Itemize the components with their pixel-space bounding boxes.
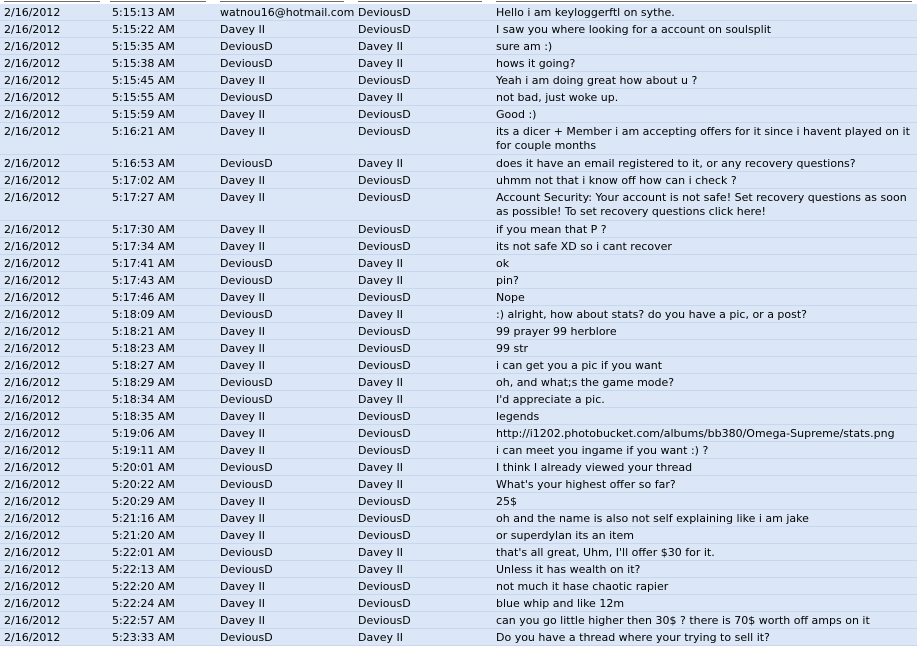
recipient-cell: DeviousD: [358, 240, 411, 253]
time-cell: 5:20:01 AM: [112, 461, 175, 474]
date-cell: 2/16/2012: [4, 40, 61, 53]
message-cell: I'd appreciate a pic.: [496, 393, 605, 406]
sender-cell: Davey II: [220, 444, 265, 457]
time-cell: 5:22:20 AM: [112, 580, 175, 593]
message-cell: http://i1202.photobucket.com/albums/bb380/Omega-Supreme/stats.png: [496, 427, 895, 440]
table-row[interactable]: [0, 238, 917, 255]
table-row[interactable]: [0, 374, 917, 391]
sender-cell: Davey II: [220, 74, 265, 87]
table-row[interactable]: [0, 55, 917, 72]
table-row[interactable]: [0, 629, 917, 646]
recipient-cell: Davey II: [358, 461, 403, 474]
recipient-cell: Davey II: [358, 40, 403, 53]
date-cell: 2/16/2012: [4, 410, 61, 423]
sender-cell: DeviousD: [220, 563, 273, 576]
recipient-cell: DeviousD: [358, 325, 411, 338]
message-cell: What's your highest offer so far?: [496, 478, 676, 491]
time-cell: 5:21:16 AM: [112, 512, 175, 525]
table-row[interactable]: [0, 408, 917, 425]
sender-cell: Davey II: [220, 512, 265, 525]
date-cell: 2/16/2012: [4, 191, 61, 204]
table-row[interactable]: [0, 272, 917, 289]
recipient-cell: Davey II: [358, 376, 403, 389]
time-cell: 5:15:35 AM: [112, 40, 175, 53]
recipient-cell: Davey II: [358, 308, 403, 321]
table-row[interactable]: [0, 289, 917, 306]
table-row[interactable]: [0, 123, 917, 155]
date-cell: 2/16/2012: [4, 546, 61, 559]
table-row[interactable]: [0, 476, 917, 493]
message-cell: I think I already viewed your thread: [496, 461, 693, 474]
sender-cell: Davey II: [220, 191, 265, 204]
sender-cell: DeviousD: [220, 157, 273, 170]
time-cell: 5:23:33 AM: [112, 631, 175, 644]
recipient-cell: DeviousD: [358, 427, 411, 440]
recipient-cell: DeviousD: [358, 512, 411, 525]
table-row[interactable]: [0, 189, 917, 221]
time-cell: 5:17:30 AM: [112, 223, 175, 236]
table-row[interactable]: [0, 255, 917, 272]
message-cell: can you go little higher then 30$ ? there is 70$ worth off amps on it: [496, 614, 870, 627]
table-row[interactable]: [0, 221, 917, 238]
table-row[interactable]: [0, 561, 917, 578]
table-row[interactable]: [0, 89, 917, 106]
sender-cell: Davey II: [220, 597, 265, 610]
time-cell: 5:19:06 AM: [112, 427, 175, 440]
time-cell: 5:15:38 AM: [112, 57, 175, 70]
message-cell: 99 str: [496, 342, 529, 355]
table-row[interactable]: [0, 38, 917, 55]
message-cell: legends: [496, 410, 540, 423]
sender-cell: Davey II: [220, 427, 265, 440]
recipient-cell: DeviousD: [358, 108, 411, 121]
table-row[interactable]: [0, 578, 917, 595]
table-row[interactable]: [0, 459, 917, 476]
table-row[interactable]: [0, 340, 917, 357]
date-cell: 2/16/2012: [4, 6, 61, 19]
message-cell: i can meet you ingame if you want :) ?: [496, 444, 709, 457]
recipient-cell: DeviousD: [358, 495, 411, 508]
time-cell: 5:18:23 AM: [112, 342, 175, 355]
date-cell: 2/16/2012: [4, 23, 61, 36]
time-cell: 5:20:22 AM: [112, 478, 175, 491]
time-cell: 5:18:29 AM: [112, 376, 175, 389]
recipient-cell: DeviousD: [358, 529, 411, 542]
time-column-divider: [110, 1, 206, 2]
message-cell: 99 prayer 99 herblore: [496, 325, 617, 338]
date-cell: 2/16/2012: [4, 631, 61, 644]
recipient-cell: Davey II: [358, 257, 403, 270]
to-column-divider: [358, 1, 482, 2]
recipient-cell: DeviousD: [358, 410, 411, 423]
date-cell: 2/16/2012: [4, 359, 61, 372]
date-cell: 2/16/2012: [4, 444, 61, 457]
date-cell: 2/16/2012: [4, 342, 61, 355]
time-cell: 5:22:24 AM: [112, 597, 175, 610]
message-cell: Hello i am keyloggerftl on sythe.: [496, 6, 675, 19]
time-cell: 5:15:55 AM: [112, 91, 175, 104]
message-cell: pin?: [496, 274, 519, 287]
message-cell: i can get you a pic if you want: [496, 359, 663, 372]
message-cell: not bad, just woke up.: [496, 91, 619, 104]
sender-cell: Davey II: [220, 174, 265, 187]
from-column-divider: [220, 1, 344, 2]
date-cell: 2/16/2012: [4, 274, 61, 287]
message-cell: its not safe XD so i cant recover: [496, 240, 672, 253]
table-row[interactable]: [0, 391, 917, 408]
message-cell: :) alright, how about stats? do you have a pic, or a post?: [496, 308, 808, 321]
date-cell: 2/16/2012: [4, 325, 61, 338]
recipient-cell: DeviousD: [358, 291, 411, 304]
time-cell: 5:15:59 AM: [112, 108, 175, 121]
recipient-cell: Davey II: [358, 91, 403, 104]
time-cell: 5:20:29 AM: [112, 495, 175, 508]
message-cell: Good :): [496, 108, 537, 121]
time-cell: 5:16:21 AM: [112, 125, 175, 138]
date-cell: 2/16/2012: [4, 614, 61, 627]
table-row[interactable]: [0, 595, 917, 612]
date-cell: 2/16/2012: [4, 91, 61, 104]
time-cell: 5:18:09 AM: [112, 308, 175, 321]
message-cell: or superdylan its an item: [496, 529, 634, 542]
sender-cell: Davey II: [220, 342, 265, 355]
message-cell: hows it going?: [496, 57, 576, 70]
table-row[interactable]: [0, 155, 917, 172]
sender-cell: DeviousD: [220, 478, 273, 491]
message-cell: oh, and what;s the game mode?: [496, 376, 675, 389]
message-cell: sure am :): [496, 40, 553, 53]
recipient-cell: DeviousD: [358, 6, 411, 19]
message-cell: Unless it has wealth on it?: [496, 563, 641, 576]
message-rows: [0, 4, 917, 646]
date-cell: 2/16/2012: [4, 495, 61, 508]
sender-cell: DeviousD: [220, 546, 273, 559]
time-cell: 5:21:20 AM: [112, 529, 175, 542]
sender-cell: DeviousD: [220, 631, 273, 644]
column-header-strip: [0, 0, 917, 4]
message-cell: uhmm not that i know off how can i check ?: [496, 174, 737, 187]
sender-cell: DeviousD: [220, 393, 273, 406]
recipient-cell: DeviousD: [358, 614, 411, 627]
table-row[interactable]: [0, 106, 917, 123]
message-cell: that's all great, Uhm, I'll offer $30 for it.: [496, 546, 715, 559]
date-cell: 2/16/2012: [4, 291, 61, 304]
date-cell: 2/16/2012: [4, 157, 61, 170]
sender-cell: DeviousD: [220, 57, 273, 70]
sender-cell: watnou16@hotmail.com: [220, 6, 354, 19]
time-cell: 5:17:02 AM: [112, 174, 175, 187]
sender-cell: Davey II: [220, 614, 265, 627]
time-cell: 5:16:53 AM: [112, 157, 175, 170]
time-cell: 5:17:27 AM: [112, 191, 175, 204]
recipient-cell: Davey II: [358, 57, 403, 70]
message-cell: Nope: [496, 291, 525, 304]
sender-cell: Davey II: [220, 108, 265, 121]
sender-cell: Davey II: [220, 529, 265, 542]
recipient-cell: Davey II: [358, 563, 403, 576]
date-cell: 2/16/2012: [4, 478, 61, 491]
date-cell: 2/16/2012: [4, 580, 61, 593]
sender-cell: DeviousD: [220, 376, 273, 389]
recipient-cell: DeviousD: [358, 342, 411, 355]
recipient-cell: DeviousD: [358, 174, 411, 187]
table-row[interactable]: [0, 442, 917, 459]
message-cell: ok: [496, 257, 510, 270]
recipient-cell: Davey II: [358, 274, 403, 287]
date-cell: 2/16/2012: [4, 427, 61, 440]
time-cell: 5:17:46 AM: [112, 291, 175, 304]
recipient-cell: DeviousD: [358, 223, 411, 236]
sender-cell: Davey II: [220, 495, 265, 508]
message-cell: 25$: [496, 495, 517, 508]
message-cell: not much it hase chaotic rapier: [496, 580, 669, 593]
message-cell: I saw you where looking for a account on soulsplit: [496, 23, 772, 36]
time-cell: 5:22:57 AM: [112, 614, 175, 627]
date-cell: 2/16/2012: [4, 240, 61, 253]
date-cell: 2/16/2012: [4, 461, 61, 474]
date-cell: 2/16/2012: [4, 376, 61, 389]
date-cell: 2/16/2012: [4, 597, 61, 610]
time-cell: 5:18:34 AM: [112, 393, 175, 406]
table-row[interactable]: [0, 493, 917, 510]
message-cell: Account Security: Your account is not safe! Set recovery questions as soon as possible! To set recovery questions click here!: [496, 191, 907, 218]
message-cell: Yeah i am doing great how about u ?: [496, 74, 698, 87]
date-cell: 2/16/2012: [4, 223, 61, 236]
time-cell: 5:22:01 AM: [112, 546, 175, 559]
date-cell: 2/16/2012: [4, 308, 61, 321]
message-cell: does it have an email registered to it, or any recovery questions?: [496, 157, 856, 170]
recipient-cell: DeviousD: [358, 23, 411, 36]
sender-cell: DeviousD: [220, 91, 273, 104]
sender-cell: Davey II: [220, 410, 265, 423]
time-cell: 5:17:34 AM: [112, 240, 175, 253]
recipient-cell: Davey II: [358, 546, 403, 559]
message-cell: its a dicer + Member i am accepting offers for it since i havent played on it for couple months: [496, 125, 910, 152]
table-row[interactable]: [0, 612, 917, 629]
date-cell: 2/16/2012: [4, 529, 61, 542]
time-cell: 5:17:43 AM: [112, 274, 175, 287]
time-cell: 5:19:11 AM: [112, 444, 175, 457]
sender-cell: Davey II: [220, 240, 265, 253]
table-row[interactable]: [0, 527, 917, 544]
message-cell: Do you have a thread where your trying to sell it?: [496, 631, 770, 644]
date-cell: 2/16/2012: [4, 393, 61, 406]
message-cell: blue whip and like 12m: [496, 597, 625, 610]
sender-cell: DeviousD: [220, 257, 273, 270]
table-row[interactable]: [0, 357, 917, 374]
sender-cell: Davey II: [220, 359, 265, 372]
sender-cell: DeviousD: [220, 461, 273, 474]
sender-cell: DeviousD: [220, 40, 273, 53]
date-cell: 2/16/2012: [4, 125, 61, 138]
time-cell: 5:22:13 AM: [112, 563, 175, 576]
recipient-cell: DeviousD: [358, 74, 411, 87]
table-row[interactable]: [0, 72, 917, 89]
recipient-cell: Davey II: [358, 393, 403, 406]
table-row[interactable]: [0, 510, 917, 527]
sender-cell: Davey II: [220, 325, 265, 338]
sender-cell: Davey II: [220, 291, 265, 304]
date-column-divider: [4, 1, 100, 2]
sender-cell: Davey II: [220, 125, 265, 138]
message-cell: if you mean that P ?: [496, 223, 607, 236]
time-cell: 5:15:45 AM: [112, 74, 175, 87]
recipient-cell: Davey II: [358, 478, 403, 491]
recipient-cell: Davey II: [358, 157, 403, 170]
time-cell: 5:17:41 AM: [112, 257, 175, 270]
message-cell: oh and the name is also not self explaining like i am jake: [496, 512, 809, 525]
time-cell: 5:15:13 AM: [112, 6, 175, 19]
sender-cell: DeviousD: [220, 274, 273, 287]
date-cell: 2/16/2012: [4, 174, 61, 187]
date-cell: 2/16/2012: [4, 74, 61, 87]
time-cell: 5:15:22 AM: [112, 23, 175, 36]
sender-cell: Davey II: [220, 23, 265, 36]
recipient-cell: DeviousD: [358, 359, 411, 372]
recipient-cell: DeviousD: [358, 444, 411, 457]
table-row[interactable]: [0, 544, 917, 561]
recipient-cell: DeviousD: [358, 125, 411, 138]
table-row[interactable]: [0, 306, 917, 323]
sender-cell: DeviousD: [220, 308, 273, 321]
recipient-cell: DeviousD: [358, 580, 411, 593]
date-cell: 2/16/2012: [4, 257, 61, 270]
table-row[interactable]: [0, 172, 917, 189]
date-cell: 2/16/2012: [4, 563, 61, 576]
table-row[interactable]: [0, 21, 917, 38]
table-row[interactable]: [0, 323, 917, 340]
date-cell: 2/16/2012: [4, 512, 61, 525]
table-row[interactable]: [0, 425, 917, 442]
message-column-divider: [496, 1, 912, 2]
recipient-cell: Davey II: [358, 631, 403, 644]
time-cell: 5:18:27 AM: [112, 359, 175, 372]
date-cell: 2/16/2012: [4, 108, 61, 121]
date-cell: 2/16/2012: [4, 57, 61, 70]
recipient-cell: DeviousD: [358, 191, 411, 204]
recipient-cell: DeviousD: [358, 597, 411, 610]
sender-cell: Davey II: [220, 223, 265, 236]
table-row[interactable]: [0, 4, 917, 21]
time-cell: 5:18:21 AM: [112, 325, 175, 338]
time-cell: 5:18:35 AM: [112, 410, 175, 423]
sender-cell: Davey II: [220, 580, 265, 593]
